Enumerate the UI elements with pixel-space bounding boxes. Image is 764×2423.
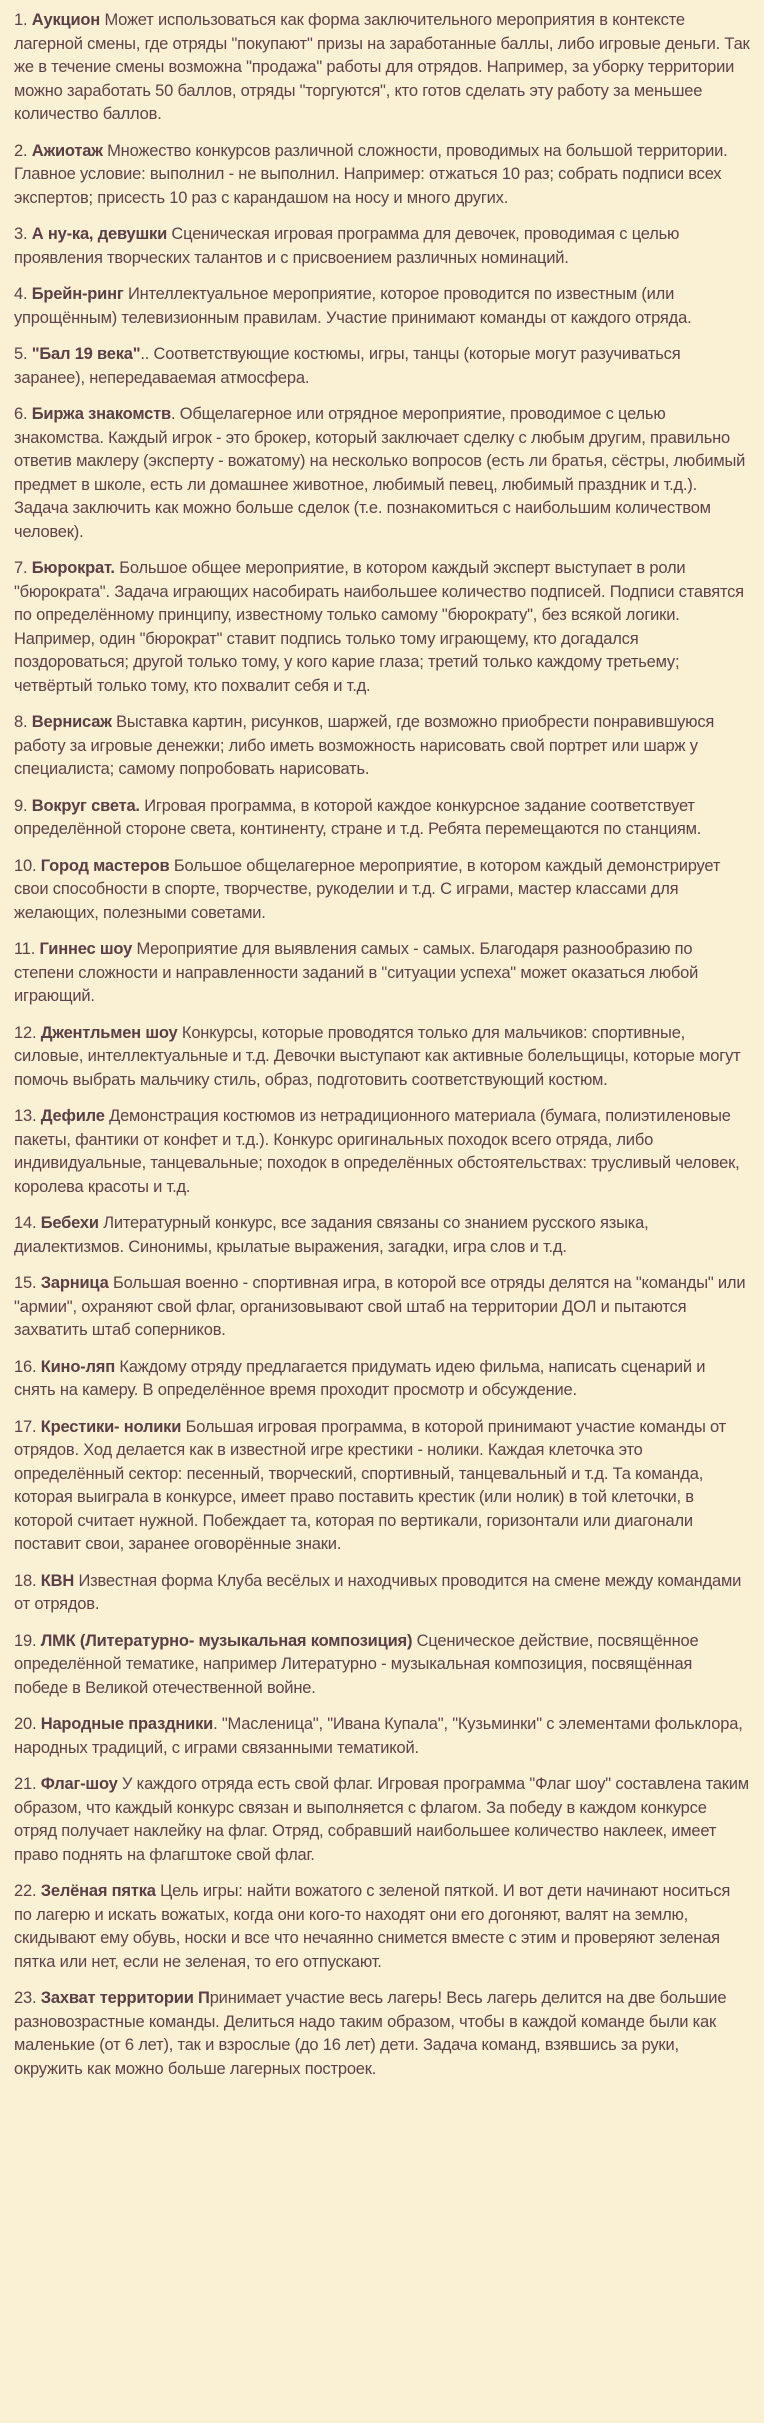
item-body: Игровая программа, в которой каждое конкурсное задание соответствует определённой стороне света, континенту, стране и т.д. Ребята перемещаются по станциям.: [14, 796, 702, 838]
item-body: Множество конкурсов различной сложности, проводимых на большой территории. Главное условие: выполнил - не выполнил. Например: отжаться 10 раз; собрать подписи всех экспертов; присесть 10 раз с карандашом на носу и много других.: [14, 141, 728, 207]
item-title: Кино-ляп: [40, 1357, 115, 1376]
item-title: Город мастеров: [40, 856, 170, 875]
item-body: Большая военно - спортивная игра, в которой все отряды делятся на "команды" или "армии", охраняют свой флаг, организовывают свой штаб на территории ДОЛ и пытаются захватить штаб соперников.: [14, 1274, 746, 1339]
list-item: [14, 1212, 750, 1259]
item-body: Каждому отряду предлагается придумать идею фильма, написать сценарий и снять на камеру. В определённое время проходит просмотр и обсуждение.: [14, 1357, 706, 1399]
item-number: 6.: [14, 405, 28, 423]
item-title: А ну-ка, девушки: [31, 225, 168, 243]
list-item: [14, 140, 750, 211]
item-body: Интеллектуальное мероприятие, которое проводится по известным (или упрощённым) телевизионным правилам. Участие принимают команды от каждого отряда.: [14, 285, 692, 327]
list-item: [14, 938, 750, 1009]
item-number: 21.: [14, 1775, 37, 1793]
list-item: [14, 1105, 750, 1199]
item-body: Конкурсы, которые проводятся только для мальчиков: спортивные, силовые, интеллектуальные и т.д. Девочки выступают как активные болельщицы, которые могут помочь выбрать мальчику стиль, образ, подготовить соответствующий костюм.: [14, 1023, 741, 1089]
list-item: [14, 1356, 750, 1403]
item-body: Известная форма Клуба весёлых и находчивых проводится на смене между командами от отрядов.: [14, 1571, 742, 1613]
list-item: [14, 557, 750, 698]
item-title: Вокруг света.: [31, 796, 140, 815]
item-title: Ажиотаж: [31, 141, 103, 160]
list-item: [14, 855, 750, 926]
item-separator: .: [213, 1715, 222, 1733]
list-item: [14, 1272, 750, 1343]
item-title: Крестики- нолики: [40, 1417, 182, 1436]
list-item: [14, 283, 750, 330]
item-number: 14.: [14, 1214, 37, 1232]
list-item: [14, 1630, 750, 1701]
item-title: Джентльмен шоу: [40, 1023, 178, 1042]
item-title: Бебехи: [40, 1214, 99, 1232]
item-number: 19.: [14, 1631, 37, 1650]
item-title: Зелёная пятка: [40, 1882, 156, 1900]
item-number: 7.: [14, 559, 28, 577]
item-number: 15.: [14, 1274, 37, 1292]
item-title: Народные праздники: [40, 1715, 214, 1733]
item-body: Литературный конкурс, все задания связаны со знанием русского языка, диалектизмов. Синонимы, крылатые выражения, загадки, игра слов и т.д.: [14, 1214, 649, 1256]
item-number: 23.: [14, 1989, 37, 2007]
item-title: Бюрократ.: [31, 559, 115, 577]
item-body: Большая игровая программа, в которой принимают участие команды от отрядов. Ход делается как в известной игре крестики - нолики. Каждая клеточка это определённый сектор: песенный, творческий, спортивный, танцевальный и т.д. Та команда, которая выиграла в конкурсе, имеет право поставить крестик (или нолик) в той клеточки, в которой считает нужной. Побеждает та, которая по вертикали, горизонтали или диагонали поставит свои, заранее оговорённые знаки.: [14, 1417, 726, 1553]
item-body: Выставка картин, рисунков, шаржей, где возможно приобрести понравившуюся работу за игровые денежки; либо иметь возможность нарисовать свой портрет или шарж у специалиста; самому попробовать нарисовать.: [14, 713, 715, 778]
list-item: [14, 1880, 750, 1974]
item-number: 22.: [14, 1882, 37, 1900]
item-body: Демонстрация костюмов из нетрадиционного материала (бумага, полиэтиленовые пакеты, фантики от конфет и т.д.). Конкурс оригинальных походок всего отряда, либо индивидуальные, танцевальные; походок в определённых обстоятельствах: трусливый человек, королева красоты и т.д.: [14, 1107, 740, 1196]
item-number: 1.: [14, 11, 28, 29]
item-body: Мероприятие для выявления самых - самых. Благодаря разнообразию по степени сложности и направленности заданий в "ситуации успеха" может оказаться любой играющий.: [14, 940, 699, 1005]
item-number: 12.: [14, 1023, 37, 1042]
item-body: Может использоваться как форма заключительного мероприятия в контексте лагерной смены, где отряды "покупают" призы на заработанные баллы, либо игровые деньги. Так же в течение смены возможна "продажа" работы для отрядов. Например, за уборку территории можно заработать 50 баллов, отряды "торгуются", кто готов сделать эту работу за меньшее количество баллов.: [14, 11, 750, 123]
item-number: 18.: [14, 1571, 37, 1590]
item-title: Гиннес шоу: [39, 940, 133, 958]
item-separator: .: [170, 405, 180, 423]
item-title: ЛМК (Литературно- музыкальная композиция): [40, 1631, 413, 1650]
list-item: [14, 403, 750, 544]
list-item: [14, 1713, 750, 1760]
list-item: [14, 1416, 750, 1557]
item-title: Дефиле: [40, 1107, 105, 1125]
item-number: 17.: [14, 1417, 37, 1436]
list-item: [14, 343, 750, 390]
item-number: 10.: [14, 856, 37, 875]
item-number: 8.: [14, 713, 28, 731]
list-item: [14, 1773, 750, 1867]
item-number: 16.: [14, 1357, 37, 1376]
item-number: 13.: [14, 1107, 37, 1125]
item-body: Сценическая игровая программа для девочек, проводимая с целью проявления творческих талантов и с присвоением различных номинаций.: [14, 225, 680, 267]
item-body: Цель игры: найти вожатого с зеленой пяткой. И вот дети начинают носиться по лагерю и искать вожатых, когда они кого-то находят они его догоняют, валят на землю, скидывают ему обувь, носки и все что нечаянно снимется вместе с этим и проверяют зеленая пятка или нет, если не зеленая, то его отпускают.: [14, 1882, 731, 1971]
item-body: Большое общелагерное мероприятие, в котором каждый демонстрирует свои способности в спорте, творчестве, рукоделии и т.д. С играми, мастер классами для желающих, полезными советами.: [14, 856, 721, 922]
item-title: Брейн-ринг: [31, 285, 124, 303]
item-title: Вернисаж: [31, 713, 112, 731]
item-title: Флаг-шоу: [40, 1775, 118, 1793]
item-number: 2.: [14, 141, 28, 160]
item-title: Аукцион: [31, 11, 101, 29]
item-title: Зарница: [40, 1274, 109, 1292]
item-title: КВН: [40, 1571, 75, 1590]
item-number: 5.: [14, 345, 28, 363]
item-body: "Масленица", "Ивана Купала", "Кузьминки" с элементами фольклора, народных традиций, с играми связанными тематикой.: [14, 1715, 743, 1757]
item-number: 4.: [14, 285, 28, 303]
item-body: Большое общее мероприятие, в котором каждый эксперт выступает в роли "бюрократа". Задача играющих насобирать наибольшее количество подписей. Подписи ставятся по определённому принципу, известному только самому "бюрократу", без всякой логики. Например, один "бюрократ" ставит подпись только тому играющему, кто догадался поздороваться; другой только тому, у кого карие глаза; третий только каждому третьему; четвёртый только тому, кто похвалит себя и т.д.: [14, 559, 744, 695]
item-number: 9.: [14, 796, 28, 815]
list-item: [14, 9, 750, 127]
list-item: [14, 1987, 750, 2081]
list-item: [14, 711, 750, 782]
item-number: 11.: [14, 940, 36, 958]
item-number: 3.: [14, 225, 28, 243]
list-item: [14, 1570, 750, 1617]
list-item: [14, 795, 750, 842]
item-body: Общелагерное или отрядное мероприятие, проводимое с целью знакомства. Каждый игрок - это брокер, который заключает сделку с любым другим, правильно ответив маклеру (эксперту - вожатому) на несколько вопросов (есть ли братья, сёстры, любимый предмет в школе, есть ли домашнее животное, любимый певец, любимый праздник и т.д.). Задача заключить как можно больше сделок (т.е. познакомиться с наибольшим количеством человек).: [14, 405, 746, 541]
item-number: 20.: [14, 1715, 37, 1733]
item-title: Захват территории П: [40, 1989, 210, 2007]
item-separator: ..: [140, 345, 154, 363]
item-title: "Бал 19 века": [31, 345, 141, 363]
item-body: Соответствующие костюмы, игры, танцы (которые могут разучиваться заранее), непередаваемая атмосфера.: [14, 345, 681, 387]
list-item: [14, 1022, 750, 1093]
item-title: Биржа знакомств: [31, 405, 171, 423]
list-item: [14, 223, 750, 270]
item-body: Сценическое действие, посвящённое определённой тематике, например Литературно - музыкальная композиция, посвящённая победе в Великой отечественной войне.: [14, 1631, 699, 1697]
item-body: ринимает участие весь лагерь! Весь лагерь делится на две большие разновозрастные команды. Делиться надо таким образом, чтобы в каждой команде были как маленькие (от 6 лет), так и взрослые (до 16 лет) дети. Задача команд, взявшись за руки, окружить как можно больше лагерных построек.: [14, 1989, 727, 2078]
item-body: У каждого отряда есть свой флаг. Игровая программа "Флаг шоу" составлена таким образом, что каждый конкурс связан и выполняется с флагом. За победу в каждом конкурсе отряд получает наклейку на флаг. Отряд, собравший наибольшее количество наклеек, имеет право поднять на флагштоке свой флаг.: [14, 1775, 749, 1864]
activity-list: [14, 9, 750, 2081]
